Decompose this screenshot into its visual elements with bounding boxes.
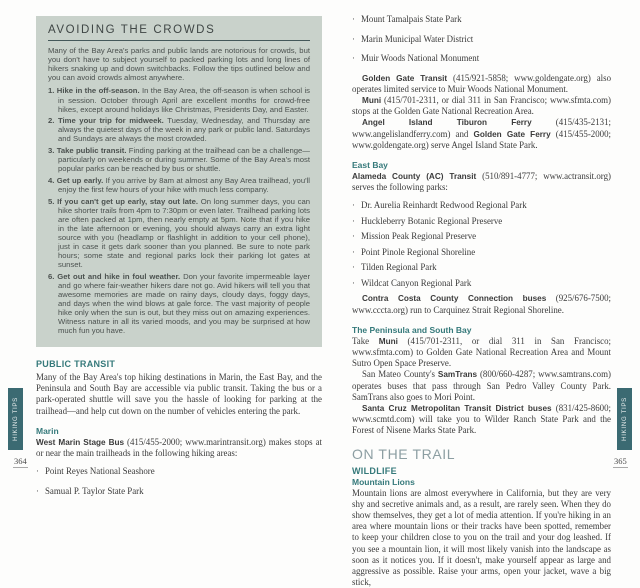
wildlife-heading: WILDLIFE <box>352 465 397 476</box>
list-item-label: Huckleberry Botanic Regional Preserve <box>361 215 503 226</box>
bullet-icon: · <box>352 262 355 273</box>
east-bay-park-list <box>352 200 611 288</box>
right-edge-tab <box>617 388 632 450</box>
left-edge-tab <box>8 388 23 450</box>
marin-lead-paragraph: West Marin Stage Bus (415/455-2000; www.marintransit.org) makes stops at or near the main trailheads in the following hiking areas: <box>36 436 322 458</box>
peninsula-paragraphs <box>352 336 611 437</box>
bullet-icon: · <box>352 14 355 24</box>
list-item <box>352 262 611 272</box>
marin-park-list <box>36 466 322 496</box>
list-item <box>352 247 611 257</box>
list-item <box>352 53 611 63</box>
right-page-number: 365 <box>614 456 627 466</box>
tip-item: 1. Hike in the off-season. In the Bay Area, the off-season is when school is in session. October through April are excellent months for crowd-free hikes, except around holidays like Christmas, Presidents Day, and Easter. <box>48 86 310 114</box>
list-item <box>352 34 611 44</box>
right-tab-label: HIKING TIPS <box>621 397 628 441</box>
list-item-label: Wildcat Canyon Regional Park <box>361 277 472 288</box>
list-item <box>352 14 611 24</box>
tip-item: 3. Take public transit. Finding parking at the trailhead can be a challenge—particularly on weekends or during summer. Some of the Bay Area's most popular parks can be reached by bus or shuttle. <box>48 146 310 174</box>
right-page <box>352 10 611 588</box>
list-item-label: Mount Tamalpais State Park <box>361 14 462 24</box>
marin-park-list-continued <box>352 14 611 63</box>
left-page <box>36 16 322 505</box>
marin-heading: Marin <box>36 425 59 436</box>
transit-paragraph: Santa Cruz Metropolitan Transit District buses (831/425-8600; www.scmtd.com) will take you to Wilder Ranch State Park and the Forest of Nisene Marks State Park. <box>352 402 612 436</box>
bullet-icon: · <box>352 215 355 226</box>
bullet-icon: · <box>352 200 355 211</box>
list-item <box>36 466 322 476</box>
bullet-icon: · <box>352 33 355 44</box>
bullet-icon: · <box>352 231 355 242</box>
list-item <box>352 200 611 210</box>
list-item-label: Marin Municipal Water District <box>361 33 474 44</box>
tips-list <box>48 86 310 335</box>
list-item <box>352 231 611 241</box>
list-item-label: Point Pinole Regional Shoreline <box>361 246 476 257</box>
list-item <box>36 486 322 496</box>
list-item <box>352 216 611 226</box>
list-item-label: Muir Woods National Monument <box>361 53 480 63</box>
bullet-icon: · <box>352 53 355 63</box>
tip-item: 4. Get up early. If you arrive by 8am at almost any Bay Area trailhead, you'll enjoy the first few hours of your hike with much less company. <box>48 175 310 194</box>
transit-paragraph: Golden Gate Transit (415/921-5858; www.goldengate.org) also operates limited service to Muir Woods National Monument. <box>352 72 612 94</box>
east-bay-heading: East Bay <box>352 159 388 170</box>
transit-paragraph: Muni (415/701-2311, or dial 311 in San Francisco; www.sfmta.com) stops at the Golden Gate National Recreation Area. <box>352 94 611 117</box>
list-item-label: Samual P. Taylor State Park <box>45 485 144 496</box>
tip-item: 6. Get out and hike in foul weather. Don your favorite impermeable layer and go where fair-weather hikers dare not go. Avid hikers will tell you that awesome memories are made on rainy days, cloudy days, foggy days, and days when the wind blows at gale force. The vast majority of people hike only when the sun is out, but they miss out on amazing experiences. Witness nature in all its varied moods, and you may be surprised at how much fun you have. <box>48 271 310 336</box>
list-item-label: Point Reyes National Seashore <box>45 466 155 477</box>
bullet-icon: · <box>352 246 355 257</box>
peninsula-heading: The Peninsula and South Bay <box>352 324 472 335</box>
on-the-trail-heading: ON THE TRAIL <box>352 445 456 462</box>
mountain-lions-heading: Mountain Lions <box>352 476 415 487</box>
east-bay-lead-paragraph: Alameda County (AC) Transit (510/891-4777; www.actransit.org) serves the following parks: <box>352 170 611 193</box>
list-item-label: Dr. Aurelia Reinhardt Redwood Regional Park <box>361 200 527 211</box>
left-page-number: 364 <box>14 456 27 466</box>
list-item-label: Mission Peak Regional Preserve <box>361 231 477 242</box>
marin-transit-paragraphs <box>352 73 611 151</box>
public-transit-heading: PUBLIC TRANSIT <box>36 358 116 369</box>
tip-item: 5. If you can't get up early, stay out late. On long summer days, you can hike shorter trails from 4pm to 7:30pm or even later. Trailhead parking lots are often packed at 1pm, then nearly empty at 5pm. Note that if you hike in the late afternoon or evening, you should always carry an extra light source with you (headlamp or flashlight in addition to your cell phone), just in case it gets dark sooner than you planned. Be sure to note park hours; some state and regional parks lock their parking lot gates at sunset. <box>48 196 310 270</box>
transit-paragraph: Take Muni (415/701-2311, or dial 311 in San Francisco; www.sfmta.com) to Golden Gate National Recreation Area and Mount Sutro Open Space Preserve. <box>352 335 611 369</box>
public-transit-paragraph: Many of the Bay Area's top hiking destinations in Marin, the East Bay, and the Peninsula and South Bay are accessible via public transit. Taking the bus or a park-operated shuttle will save you the hassle of looking for parking at the trailhead—and help cut down on the number of vehicles entering the park. <box>36 371 322 416</box>
left-tab-label: HIKING TIPS <box>12 397 19 441</box>
box-title: AVOIDING THE CROWDS <box>48 24 310 41</box>
tip-item: 2. Time your trip for midweek. Tuesday, Wednesday, and Thursday are always the quietest days of the week in any park or public land. Saturdays and Sundays are always the most crowded. <box>48 116 310 144</box>
mountain-lions-paragraph: Mountain lions are almost everywhere in California, but they are very shy and secretive animals and, as a result, are rarely seen. When they do show themselves, they get a lot of media attention. If you're hiking in an area where mountain lions or their tracks have been spotted, remember to keep your children close to you on the trail and your dog leashed. If you see a mountain lion, it will most likely vanish into the landscape as soon as it notices you. If it doesn't, make yourself appear as large and aggressive as possible. Raise your arms, open your jacket, wave a big stick, <box>352 487 611 588</box>
transit-paragraph: Angel Island Tiburon Ferry (415/435-2131; www.angelislandferry.com) and Golden Gate Ferry (415/455-2000; www.goldengate.org) serve Angel Island State Park. <box>352 117 612 150</box>
contra-costa-paragraph: Contra Costa County Connection buses (925/676-7500; www.cccta.org) run to Carquinez Strait Regional Shoreline. <box>352 293 611 315</box>
bullet-icon: · <box>36 466 39 477</box>
bullet-icon: · <box>36 485 39 496</box>
avoiding-crowds-box <box>36 16 322 347</box>
bullet-icon: · <box>352 277 355 288</box>
list-item <box>352 278 611 288</box>
list-item-label: Tilden Regional Park <box>361 262 437 273</box>
transit-paragraph: San Mateo County's SamTrans (800/660-4287; www.samtrans.com) operates buses that pass through San Pedro Valley County Park. SamTrans also goes to Mori Point. <box>352 369 611 402</box>
box-intro: Many of the Bay Area's parks and public lands are notorious for crowds, but you don't have to subject yourself to packed parking lots and long lines of hikers snaking up and down switchbacks. Follow the tips outlined below and you can avoid crowds almost anywhere. <box>48 46 310 83</box>
